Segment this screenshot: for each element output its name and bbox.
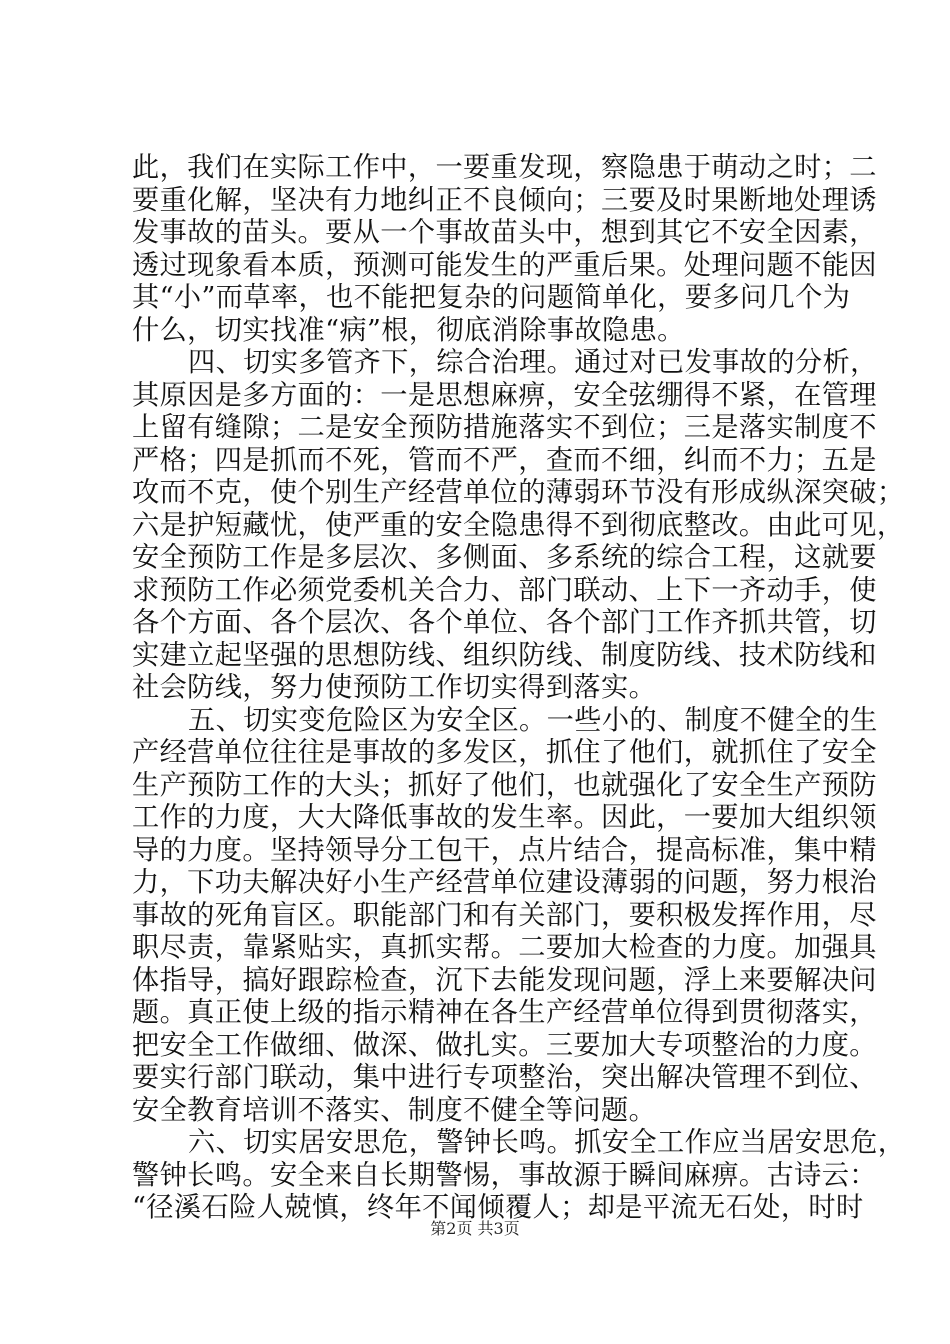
page-footer: 第2页 共3页 bbox=[430, 1219, 520, 1238]
text-line: 导的力度。坚持领导分工包干，点片结合，提高标准，集中精 bbox=[132, 834, 877, 866]
text-line: 什么，切实找准“病”根，彻底消除事故隐患。 bbox=[132, 314, 685, 346]
text-line: 实建立起坚强的思想防线、组织防线、制度防线、技术防线和 bbox=[132, 639, 877, 671]
text-line: 上留有缝隙；二是安全预防措施落实不到位；三是落实制度不 bbox=[132, 412, 877, 443]
text-line: 安全预防工作是多层次、多侧面、多系统的综合工程，这就要 bbox=[132, 542, 877, 573]
text-line: 其原因是多方面的：一是思想麻痹，安全弦绷得不紧，在管理 bbox=[132, 379, 877, 411]
text-line: 发事故的苗头。要从一个事故苗头中，想到其它不安全因素， bbox=[132, 217, 877, 248]
text-line: 把安全工作做细、做深、做扎实。三要加大专项整治的力度。 bbox=[132, 1029, 877, 1061]
text-line: 安全教育培训不落实、制度不健全等问题。 bbox=[132, 1094, 657, 1126]
text-line: “径溪石险人兢慎，终年不闻倾覆人；却是平流无石处，时时 bbox=[132, 1192, 864, 1223]
text-line: 体指导，搞好跟踪检查，沉下去能发现问题，浮上来要解决问 bbox=[132, 964, 877, 996]
text-line: 六、切实居安思危，警钟长鸣。抓安全工作应当居安思危， bbox=[188, 1127, 906, 1158]
text-line: 透过现象看本质，预测可能发生的严重后果。处理问题不能因 bbox=[132, 249, 877, 281]
text-line: 职尽责，靠紧贴实，真抓实帮。二要加大检查的力度。加强具 bbox=[132, 932, 877, 963]
text-line: 此，我们在实际工作中，一要重发现，察隐患于萌动之时；二 bbox=[132, 152, 877, 183]
text-line: 各个方面、各个层次、各个单位、各个部门工作齐抓共管，切 bbox=[132, 607, 877, 638]
text-line: 工作的力度，大大降低事故的发生率。因此，一要加大组织领 bbox=[132, 802, 877, 833]
text-line: 五、切实变危险区为安全区。一些小的、制度不健全的生 bbox=[188, 704, 878, 736]
text-line: 产经营单位往往是事故的多发区，抓住了他们，就抓住了安全 bbox=[132, 737, 877, 768]
text-line: 要重化解，坚决有力地纠正不良倾向；三要及时果断地处理诱 bbox=[132, 184, 877, 216]
text-line: 事故的死角盲区。职能部门和有关部门，要积极发挥作用，尽 bbox=[132, 899, 877, 931]
text-line: 严格；四是抓而不死，管而不严，查而不细，纠而不力；五是 bbox=[132, 444, 877, 476]
text-line: 求预防工作必须党委机关合力、部门联动、上下一齐动手，使 bbox=[132, 574, 877, 606]
body-text bbox=[132, 152, 906, 1225]
text-line: 生产预防工作的大头；抓好了他们，也就强化了安全生产预防 bbox=[132, 769, 877, 801]
text-line: 题。真正使上级的指示精神在各生产经营单位得到贯彻落实， bbox=[132, 997, 877, 1028]
text-line: 警钟长鸣。安全来自长期警惕，事故源于瞬间麻痹。古诗云： bbox=[132, 1159, 877, 1191]
text-line: 要实行部门联动，集中进行专项整治，突出解决管理不到位、 bbox=[132, 1062, 877, 1093]
text-line: 其“小”而草率，也不能把复杂的问题简单化，要多问几个为 bbox=[132, 282, 851, 313]
text-line: 六是护短藏忧，使严重的安全隐患得不到彻底整改。由此可见， bbox=[132, 509, 905, 541]
text-line: 攻而不克，使个别生产经营单位的薄弱环节没有形成纵深突破； bbox=[132, 477, 905, 508]
text-line: 四、切实多管齐下，综合治理。通过对已发事故的分析， bbox=[188, 347, 878, 378]
text-line: 社会防线，努力使预防工作切实得到落实。 bbox=[132, 672, 657, 703]
text-line: 力，下功夫解决好小生产经营单位建设薄弱的问题，努力根治 bbox=[132, 867, 877, 898]
